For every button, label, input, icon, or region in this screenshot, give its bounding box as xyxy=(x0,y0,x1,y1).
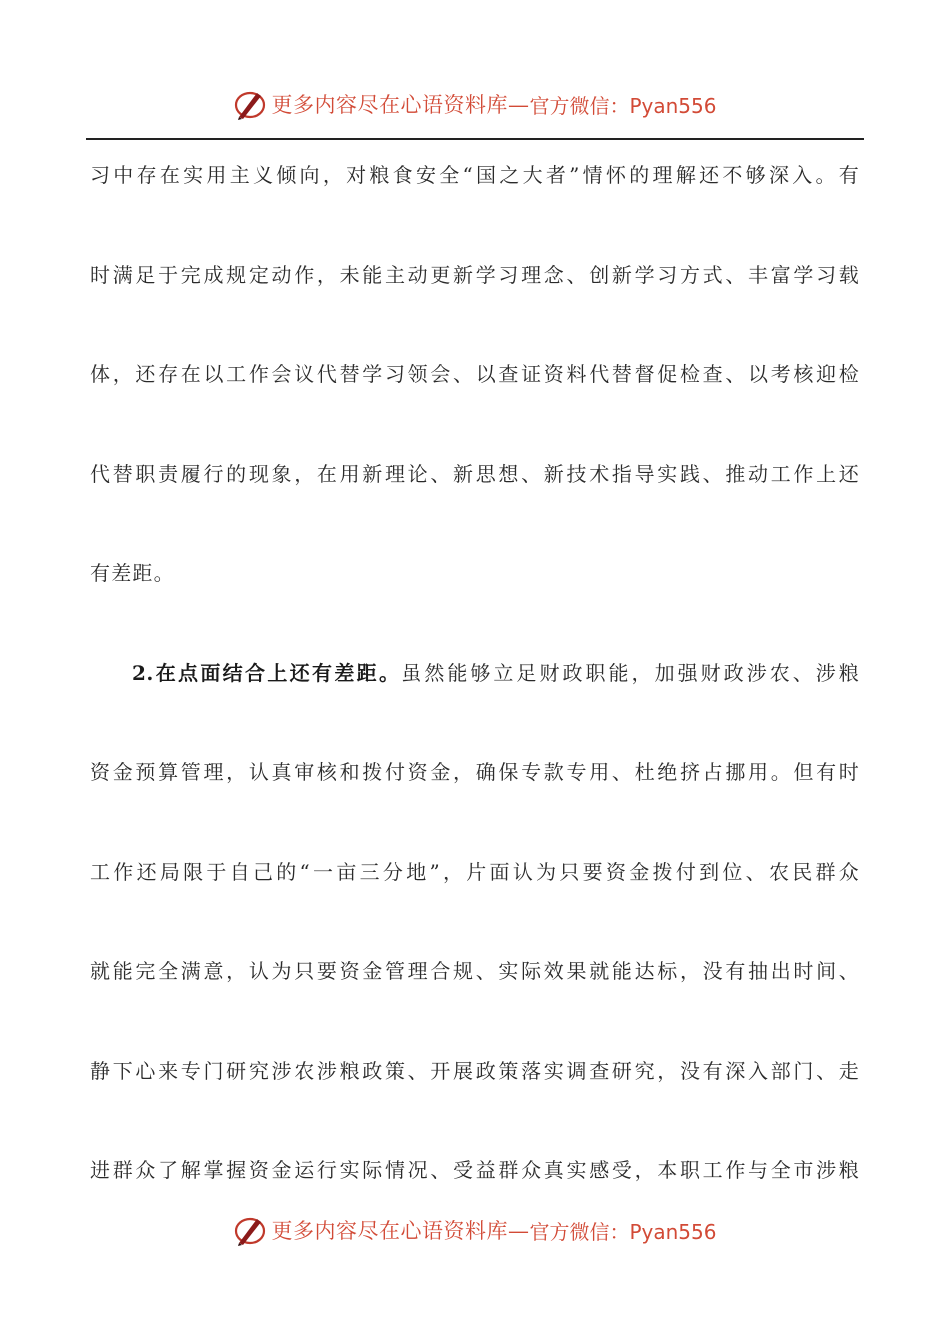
paragraph1-line: 代替职责履行的现象，在用新理论、新思想、新技术指导实践、推动工作上还 xyxy=(90,461,860,486)
header-wechat-text: 官方微信：Pyan556 xyxy=(529,93,717,118)
footer-wechat-text: 官方微信：Pyan556 xyxy=(529,1219,717,1244)
header-banner xyxy=(0,82,950,126)
paragraph1-line: 体，还存在以工作会议代替学习领会、以查证资料代替督促检查、以考核迎检 xyxy=(90,362,860,386)
paragraph1-line: 有差距。 xyxy=(90,561,175,585)
paragraph2-line: 工作还局限于自己的“一亩三分地”，片面认为只要资金拨付到位、农民群众 xyxy=(90,859,860,884)
paragraph1-line: 时满足于完成规定动作，未能主动更新学习理念、创新学习方式、丰富学习载 xyxy=(90,262,860,287)
document-body xyxy=(90,150,860,1245)
paragraph2-line: 静下心来专门研究涉农涉粮政策、开展政策落实调查研究，没有深入部门、走 xyxy=(90,1058,860,1083)
paragraph2-first-line xyxy=(90,648,860,698)
header-divider xyxy=(86,138,864,140)
paragraph2-line: 就能完全满意，认为只要资金管理合规、实际效果就能达标，没有抽出时间、 xyxy=(90,959,860,983)
paragraph2-first-line-rest: 虽然能够立足财政职能，加强财政涉农、涉粮 xyxy=(401,660,860,685)
paragraph2-line: 进群众了解掌握资金运行实际情况、受益群众真实感受，本职工作与全市涉粮 xyxy=(90,1158,860,1182)
footer-site-text: 更多内容尽在心语资料库— xyxy=(271,1219,530,1243)
pen-logo-icon xyxy=(233,1213,267,1247)
paragraph2-heading: 2.在点面结合上还有差距。 xyxy=(132,660,402,685)
paragraph1-line: 习中存在实用主义倾向，对粮食安全“国之大者”情怀的理解还不够深入。有 xyxy=(90,163,860,187)
paragraph2-line: 资金预算管理，认真审核和拨付资金，确保专款专用、杜绝挤占挪用。但有时 xyxy=(90,760,860,784)
pen-logo-icon xyxy=(233,87,267,121)
footer-banner xyxy=(0,1208,950,1252)
header-site-text: 更多内容尽在心语资料库— xyxy=(271,93,530,117)
